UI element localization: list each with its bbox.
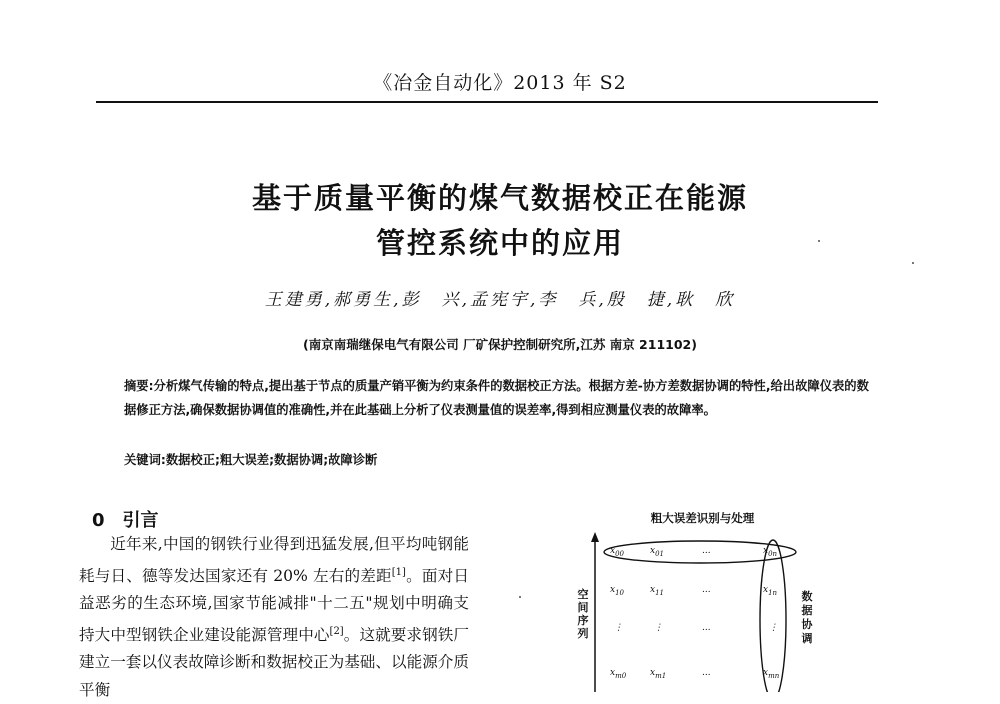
section-number: 0: [92, 510, 105, 531]
body-text-part1: 近年来,中国的钢铁行业得到迅猛发展,但平均吨钢能耗与日、德等发达国家还有 20% 左右的差距: [79, 535, 469, 585]
cell-vdots-1: ⋮: [654, 623, 663, 633]
cell-vdots-0: ⋮: [614, 623, 623, 633]
figure-right-label: [800, 590, 814, 646]
cell-dots-0: ...: [702, 546, 711, 556]
citation-ref-1: [1]: [391, 566, 406, 578]
journal-header: 《冶金自动化》2013 年 S2: [373, 72, 627, 94]
vertical-label-char: 列: [577, 627, 589, 640]
scan-speck: [818, 240, 820, 242]
affiliation: (南京南瑞继保电气有限公司 厂矿保护控制研究所,江苏 南京 211102): [303, 337, 697, 352]
body-text: [79, 531, 469, 704]
vertical-label-char: 调: [801, 632, 813, 645]
cell-x10: $x_{10}$: [610, 585, 624, 597]
vertical-label-char: 协: [801, 618, 813, 631]
cell-x0n: $x_{0n}$: [763, 546, 778, 558]
subscript: m1: [655, 671, 667, 680]
vertical-label-char: 据: [801, 604, 813, 617]
subscript: 00: [615, 549, 624, 558]
body-text-part3: 。这就要求钢铁厂建立一套以仪表故障诊断和数据校正为基础、以能源介质平衡: [79, 625, 469, 699]
vertical-label-char: 空: [577, 588, 589, 601]
cell-x1n: $x_{1n}$: [763, 585, 778, 597]
subscript: mn: [768, 671, 780, 680]
keywords: [124, 450, 872, 468]
figure-data-matrix: [570, 510, 820, 692]
header-rule: [96, 101, 878, 103]
scan-speck: [519, 596, 521, 598]
body-text-part2: 。面对日益恶劣的生态环境,国家节能减排"十二五"规划中明确支持大中型钢铁企业建设能源管理中心: [79, 566, 469, 644]
section-title: 引言: [122, 510, 159, 531]
cell-xm0: $x_{m0}$: [610, 668, 627, 680]
cell-xmn: $x_{mn}$: [763, 668, 780, 680]
section-heading: [92, 506, 159, 532]
authors: 王建勇,郝勇生,彭 兴,孟宪宇,李 兵,殷 捷,耿 欣: [264, 290, 736, 310]
paper-title-line2: 管控系统中的应用: [375, 226, 624, 260]
vertical-label-char: 间: [577, 601, 589, 614]
paper-title-line1: 基于质量平衡的煤气数据校正在能源: [251, 181, 748, 215]
scan-speck: [912, 262, 914, 264]
figure-title: 粗大误差识别与处理: [650, 511, 755, 525]
keywords-text: 数据校正;粗大误差;数据协调;故障诊断: [165, 453, 378, 467]
abstract-text: 分析煤气传输的特点,提出基于节点的质量产销平衡为约束条件的数据校正方法。根据方差-协方差数据协调的特性,给出故障仪表的数据修正方法,确保数据协调值的准确性,并在此基础上分析了仪表测量值的误差率,得到相应测量仪表的故障率。: [124, 379, 869, 417]
subscript: 01: [655, 549, 664, 558]
y-axis-arrowhead: [591, 532, 599, 542]
cell-dots-3: ...: [702, 668, 711, 678]
abstract: [124, 374, 872, 422]
vertical-label-char: 数: [801, 590, 813, 603]
subscript: m0: [615, 671, 627, 680]
cell-x11: $x_{11}$: [650, 585, 664, 597]
cell-vdots-n: ⋮: [769, 623, 778, 633]
keywords-label: 关键词:: [124, 453, 166, 467]
body-paragraph: [79, 531, 469, 704]
subscript: 10: [615, 588, 624, 597]
abstract-label: 摘要:: [124, 379, 154, 393]
figure-diagram: [570, 510, 820, 692]
subscript: 1n: [768, 588, 778, 597]
cell-xm1: $x_{m1}$: [650, 668, 667, 680]
figure-y-label: [576, 588, 590, 640]
subscript: 0n: [768, 549, 778, 558]
citation-ref-2: [2]: [329, 625, 344, 637]
vertical-label-char: 序: [577, 614, 589, 627]
cell-x01: $x_{01}$: [650, 546, 664, 558]
subscript: 11: [655, 588, 664, 597]
cell-dots-2: ...: [702, 623, 711, 633]
cell-dots-1: ...: [702, 585, 711, 595]
cell-x00: $x_{00}$: [610, 546, 624, 558]
